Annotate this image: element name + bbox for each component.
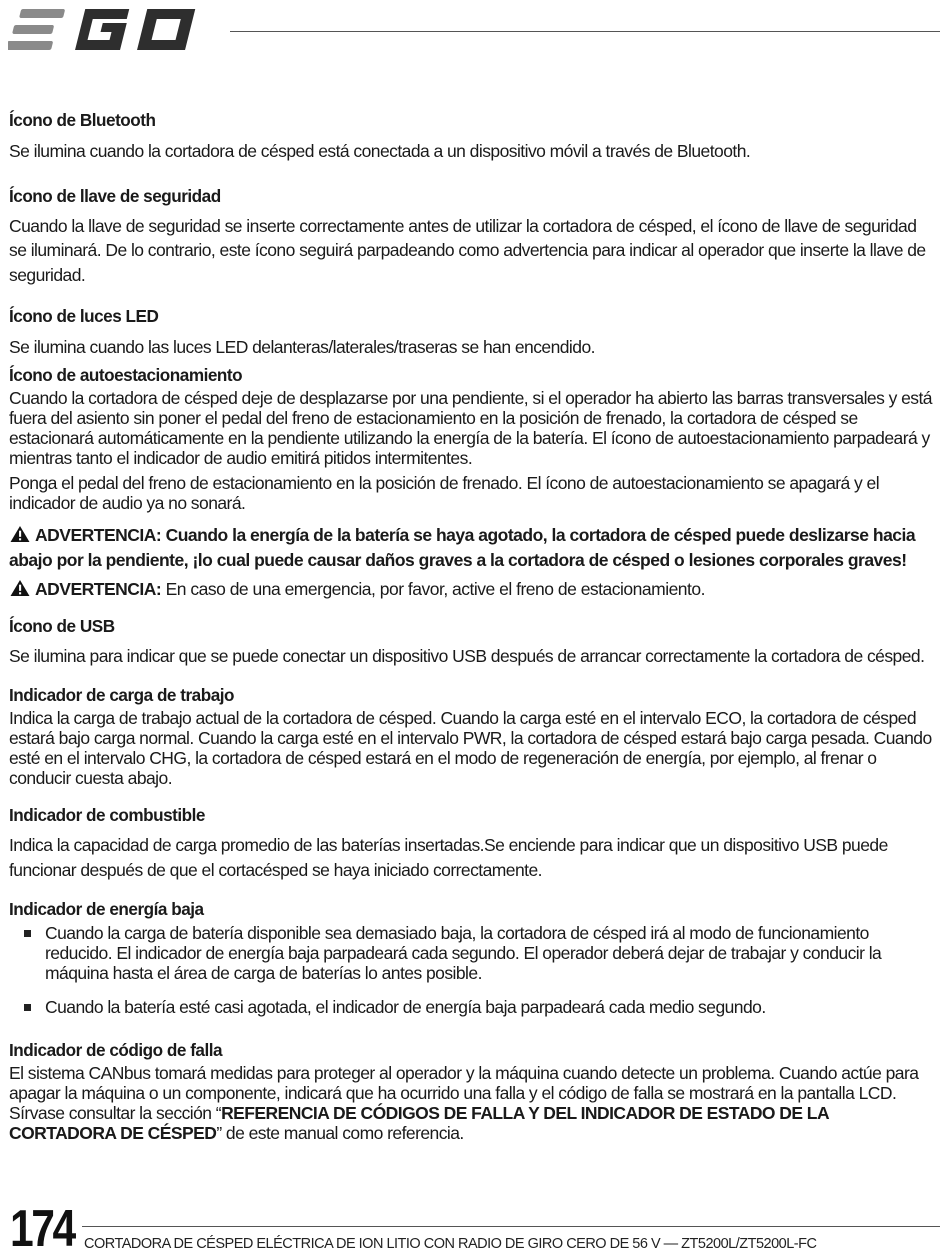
header-rule <box>230 31 940 32</box>
footer-rule <box>82 1226 940 1227</box>
warning-battery <box>9 523 938 573</box>
section-heading-fault-code: Indicador de código de falla <box>9 1040 223 1060</box>
bullet-square-icon <box>24 1004 31 1011</box>
ego-logo <box>8 6 214 54</box>
section-heading-safety-key: Ícono de llave de seguridad <box>9 185 221 206</box>
section-heading-fuel: Indicador de combustible <box>9 805 205 825</box>
warning-text: En caso de una emergencia, por favor, active el freno de estacionamiento. <box>161 578 705 599</box>
section-text-workload: Indica la carga de trabajo actual de la cortadora de césped. Cuando la carga esté en el intervalo ECO, la cortadora de césped estará bajo carga normal. Cuando la carga esté en el intervalo PWR, la cortadora de césped estará bajo carga pesada. Cuando esté en el intervalo CHG, la cortadora de césped estará en el modo de regeneración de energía, por ejemplo, al frenar o conducir cuesta abajo. <box>9 708 932 788</box>
page-number: 174 <box>10 1200 74 1258</box>
main-content <box>9 108 938 1143</box>
list-item: Cuando la batería esté casi agotada, el indicador de energía baja parpadeará cada medio segundo. <box>9 997 938 1017</box>
section-text-autopark: Cuando la cortadora de césped deje de desplazarse por una pendiente, si el operador ha abierto las barras transversales y está fuera del asiento sin poner el pedal del freno de estacionamiento en la posición de frenado, la cortadora de césped se estacionará automáticamente en la pendiente utilizando la energía de la batería. El ícono de autoestacionamiento parpadeará y mientras tanto el indicador de audio emitirá pitidos intermitentes. <box>9 387 932 468</box>
section-heading-bluetooth: Ícono de Bluetooth <box>9 110 156 130</box>
section-text-usb: Se ilumina para indicar que se puede conectar un dispositivo USB después de arrancar correctamente la cortadora de césped. <box>9 645 925 666</box>
warning-triangle-icon <box>9 579 31 597</box>
section-text-fault-code: El sistema CANbus tomará medidas para proteger al operador y la máquina cuando detecte un problema. Cuando actúe para apagar la máquina o un componente, indicará que ha ocurrido una falla y el código de falla se mostrará en la pantalla LCD. Sírvase consultar la sección “REFERENCIA DE CÓDIGOS DE FALLA Y DEL INDICADOR DE ESTADO DE LA CORTADORA DE CÉSPED” de este manual como referencia. <box>9 1063 919 1143</box>
warning-label: ADVERTENCIA: <box>35 524 162 545</box>
section-heading-low-power: Indicador de energía baja <box>9 899 204 919</box>
warning-label: ADVERTENCIA: <box>35 578 162 599</box>
warning-triangle-icon <box>9 525 31 543</box>
section-text-fuel: Indica la capacidad de carga promedio de las baterías insertadas.Se enciende para indicar que un dispositivo USB puede funcionar después de que el cortacésped se haya iniciado correctamente. <box>9 835 888 880</box>
list-item: Cuando la carga de batería disponible sea demasiado baja, la cortadora de césped irá al modo de funcionamiento reducido. El indicador de energía baja parpadeará cada segundo. El operador deberá dejar de trabajar y conducir la máquina hasta el área de carga de baterías lo antes posible. <box>9 923 938 983</box>
bullet-square-icon <box>24 930 31 937</box>
section-heading-workload: Indicador de carga de trabajo <box>9 685 235 705</box>
section-heading-usb: Ícono de USB <box>9 615 115 636</box>
section-text-autopark-2: Ponga el pedal del freno de estacionamiento en la posición de frenado. El ícono de autoestacionamiento se apagará y el indicador de audio ya no sonará. <box>9 472 880 513</box>
fault-reference: REFERENCIA DE CÓDIGOS DE FALLA Y DEL INDICADOR DE ESTADO DE LA CORTADORA DE CÉSPED <box>9 1103 829 1143</box>
section-heading-autopark: Ícono de autoestacionamiento <box>9 364 243 385</box>
section-text-safety-key: Cuando la llave de seguridad se inserte correctamente antes de utilizar la cortadora de césped, el ícono de llave de seguridad se iluminará. De lo contrario, este ícono seguirá parpadeando como advertencia para indicar al operador que inserte la llave de seguridad. <box>9 215 926 285</box>
section-text-bluetooth: Se ilumina cuando la cortadora de césped está conectada a un dispositivo móvil a través de Bluetooth. <box>9 141 751 161</box>
section-text-led: Se ilumina cuando las luces LED delanteras/laterales/traseras se han encendido. <box>9 337 595 357</box>
low-power-list <box>9 923 938 1017</box>
warning-emergency <box>9 577 938 602</box>
section-heading-led: Ícono de luces LED <box>9 306 159 326</box>
footer-title: CORTADORA DE CÉSPED ELÉCTRICA DE ION LITIO CON RADIO DE GIRO CERO DE 56 V — ZT5200L/ZT5200L-FC <box>84 1236 817 1252</box>
warning-text: Cuando la energía de la batería se haya agotado, la cortadora de césped puede deslizarse hacia abajo por la pendiente, ¡lo cual puede causar daños graves a la cortadora de césped o lesiones corporales graves! <box>9 524 916 570</box>
